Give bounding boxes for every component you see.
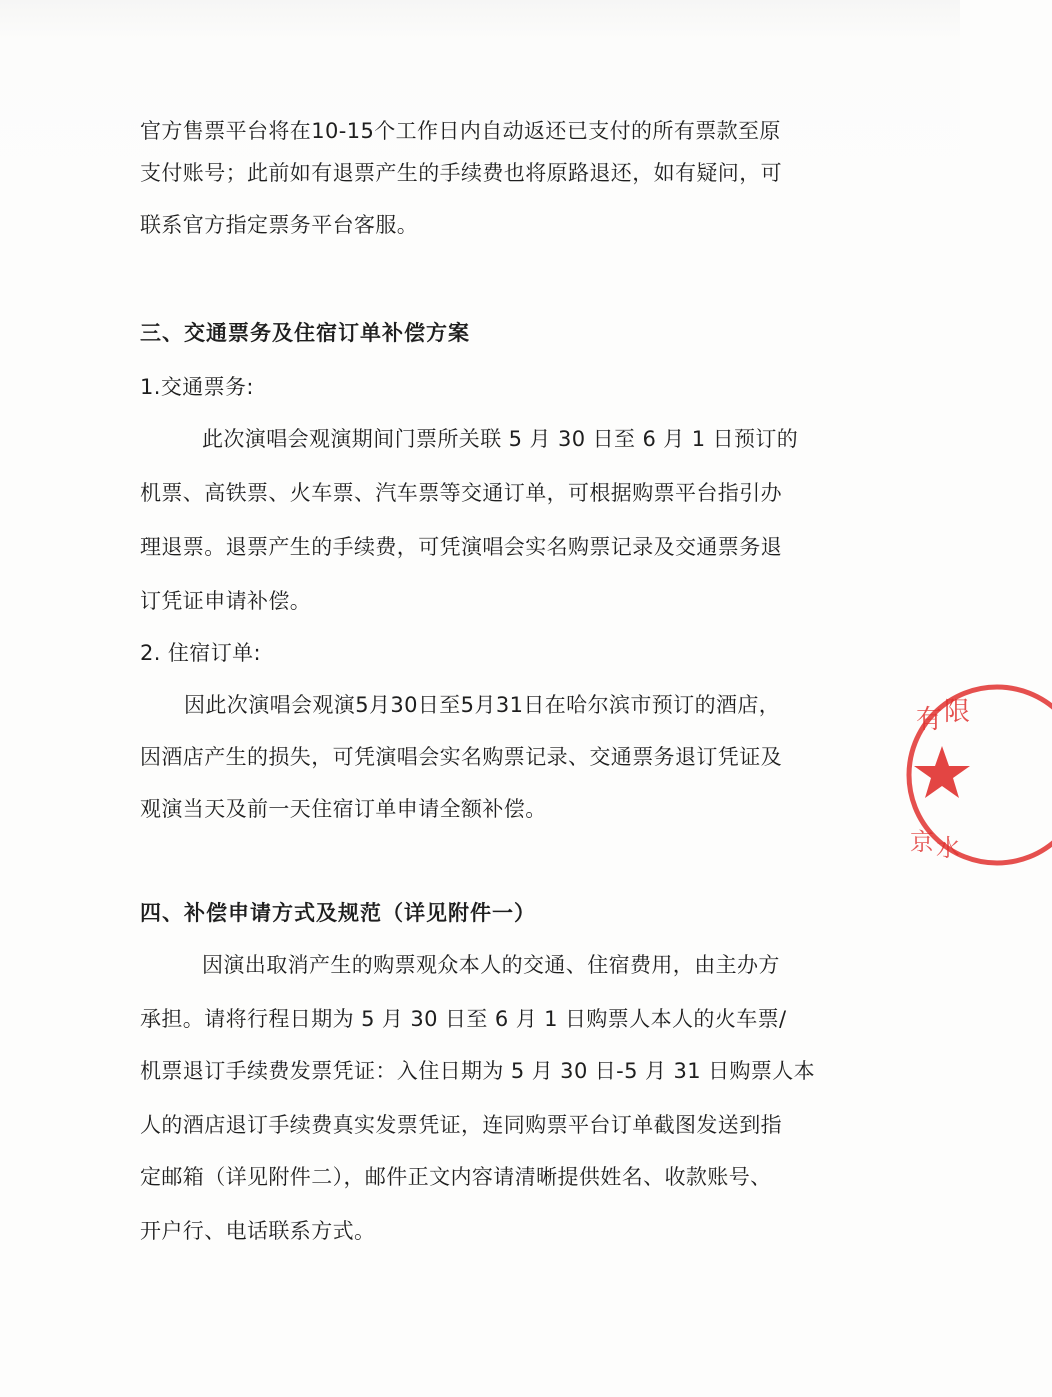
seal-text-bottom: 水: [936, 834, 960, 862]
paragraph-line: 观演当天及前一天住宿订单申请全额补偿。: [140, 797, 547, 821]
paragraph-line: 因酒店产生的损失，可凭演唱会实名购票记录、交通票务退订凭证及: [140, 745, 782, 769]
paragraph-line: 官方售票平台将在10-15个工作日内自动返还已支付的所有票款至原: [140, 119, 781, 143]
seal-graphic: [902, 680, 1052, 870]
paragraph-line: 承担。请将行程日期为 5 月 30 日至 6 月 1 日购票人本人的火车票/: [140, 1007, 787, 1031]
paragraph-line: 此次演唱会观演期间门票所关联 5 月 30 日至 6 月 1 日预订的: [202, 427, 799, 451]
section-heading: 三、交通票务及住宿订单补偿方案: [140, 321, 470, 345]
paragraph-line: 因此次演唱会观演5月30日至5月31日在哈尔滨市预订的酒店，: [184, 693, 781, 717]
paragraph-line: 理退票。退票产生的手续费，可凭演唱会实名购票记录及交通票务退: [140, 535, 782, 559]
subsection-title: 1.交通票务:: [140, 375, 254, 399]
paragraph-line: 定邮箱（详见附件二），邮件正文内容请清晰提供姓名、收款账号、: [140, 1165, 772, 1189]
paragraph-line: 机票、高铁票、火车票、汽车票等交通订单，可根据购票平台指引办: [140, 481, 782, 505]
seal-text-bottom: 京: [910, 828, 934, 856]
section-heading: 四、补偿申请方式及规范（详见附件一）: [140, 901, 536, 925]
paragraph-line: 人的酒店退订手续费真实发票凭证，连同购票平台订单截图发送到指: [140, 1113, 782, 1137]
seal-text-top: 限: [944, 697, 971, 727]
official-seal: [902, 680, 1052, 870]
seal-text-top: 有: [916, 705, 943, 735]
paragraph-line: 支付账号；此前如有退票产生的手续费也将原路退还，如有疑问，可: [140, 161, 782, 185]
paragraph-line: 因演出取消产生的购票观众本人的交通、住宿费用，由主办方: [202, 953, 780, 977]
paragraph-line: 开户行、电话联系方式。: [140, 1219, 376, 1243]
subsection-title: 2. 住宿订单:: [140, 641, 261, 665]
paragraph-line: 订凭证申请补偿。: [140, 589, 312, 613]
seal-star-icon: [914, 746, 970, 798]
paragraph-line: 联系官方指定票务平台客服。: [140, 213, 419, 237]
paragraph-line: 机票退订手续费发票凭证：入住日期为 5 月 30 日-5 月 31 日购票人本: [140, 1059, 816, 1083]
